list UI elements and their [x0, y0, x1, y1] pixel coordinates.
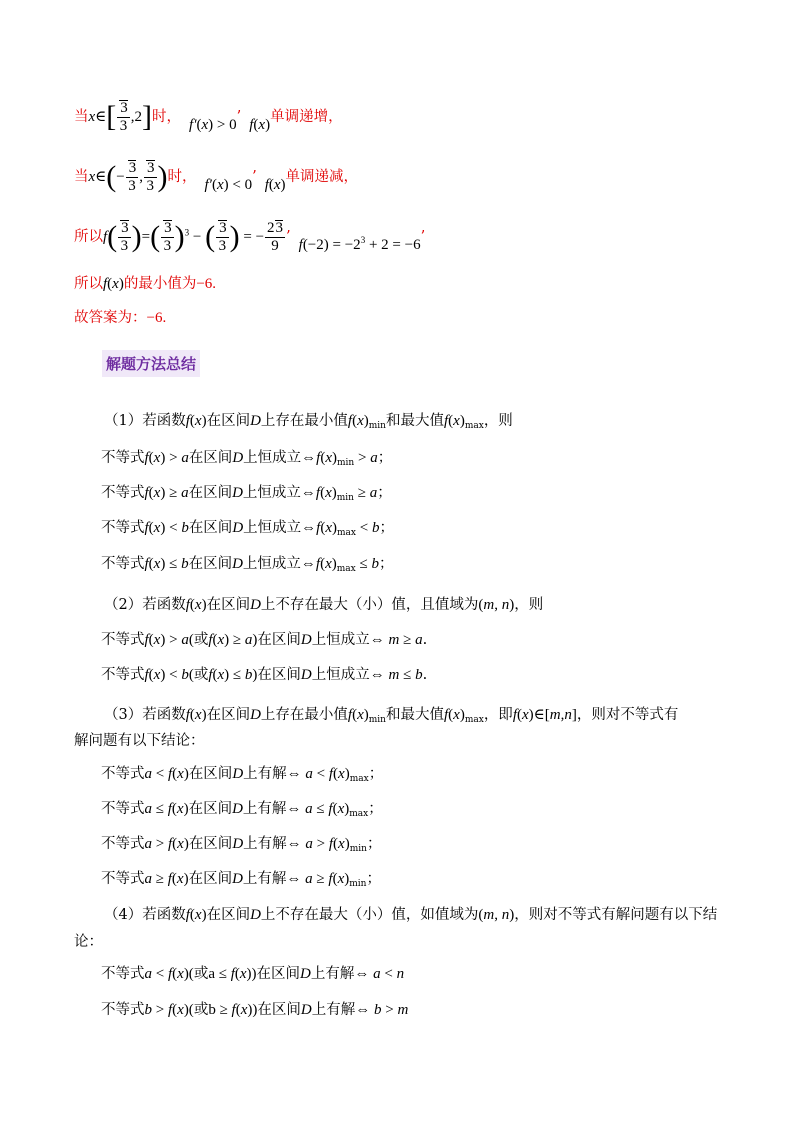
- text: 在区间: [188, 450, 233, 466]
- text: 上恒成立: [242, 485, 301, 501]
- section-heading: 解题方法总结: [102, 350, 200, 377]
- text: ，即: [483, 707, 513, 723]
- text: 的最小值为: [123, 276, 197, 292]
- text: 不等式: [101, 801, 145, 817]
- text: 不等式: [101, 667, 145, 683]
- sec1-row-4: 不等式f(x) ≤ b在区间D上恒成立$\Leftrightarrow f(x)_{max} \le b$；: [101, 556, 394, 574]
- text: 上有解: [243, 836, 287, 852]
- text: 上有解: [242, 801, 287, 817]
- solution-line-3: 所以f( $\frac{3}{3}$ )=( $\frac{3}{3}$ )$^3$ − ( $\frac{3}{3}$ ) = − $\frac{23}{9}$ ’ $f(-2) = -2^3 + 2 = -6$’: [74, 220, 426, 254]
- text: ；: [379, 520, 394, 536]
- text: 当: [74, 169, 89, 186]
- sec4-intro: （4）若函数f(x)在区间D上不存在最大（小）值，如值域为(m, n)，则对不等式有解问题有以下结: [104, 907, 718, 923]
- text: 所以: [74, 229, 103, 246]
- text: 上恒成立: [311, 667, 370, 683]
- solution-line-4: 所以f(x)的最小值为−6.: [74, 276, 217, 292]
- text: （1）若函数: [104, 413, 186, 429]
- text: ；: [378, 556, 394, 572]
- text: 在区间: [188, 836, 233, 852]
- text: ，则: [483, 413, 513, 429]
- sec3-row-1: 不等式a < f(x)在区间D上有解⇔ $a < f(x)_{max}$；: [101, 766, 384, 784]
- text: 上有解: [243, 766, 287, 782]
- sec2-row-2: 不等式f(x) < b(或f(x) ≤ b)在区间D上恒成立⇔ m ≤ b.: [101, 667, 428, 683]
- text: ；: [377, 450, 393, 466]
- text: 上恒成立: [243, 450, 302, 466]
- text: 在区间: [206, 707, 251, 723]
- sec4-row-1: 不等式a < f(x)(或a ≤ f(x))在区间D上有解⇔ a < n: [101, 966, 405, 982]
- sec3-intro: （3）若函数f(x)在区间D上存在最小值$f(x)_{min}$和最大值$f(x)_{max}$，即f(x)∈[m,n]，则对不等式有: [104, 707, 679, 725]
- text: 或: [193, 1002, 209, 1018]
- sec1-row-3: 不等式f(x) < b在区间D上恒成立$\Leftrightarrow f(x)_{max} < b$；: [101, 520, 394, 538]
- text: 在区间: [188, 520, 233, 536]
- text: ；: [368, 766, 384, 782]
- text: 和最大值: [385, 707, 444, 723]
- sec1-intro: （1）若函数f(x)在区间D上存在最小值$f(x)_{min}$和最大值$f(x)_{max}$，则: [104, 413, 513, 431]
- text: 或: [193, 966, 209, 982]
- text: 在区间: [256, 966, 301, 982]
- text: 在区间: [257, 667, 301, 683]
- text: 在区间: [188, 871, 233, 887]
- text: 不等式: [101, 632, 145, 648]
- text: 所以: [74, 276, 103, 292]
- text: .: [422, 667, 428, 683]
- sec3-row-4: 不等式a ≥ f(x)在区间D上有解⇔ $a \ge f(x)_{min}$；: [101, 871, 381, 889]
- text: 上有解: [311, 1002, 356, 1018]
- text: ；: [366, 836, 382, 852]
- text: 不等式: [101, 1002, 145, 1018]
- text: ；: [377, 485, 392, 501]
- text: 上恒成立: [243, 520, 302, 536]
- text: 不等式: [101, 556, 145, 572]
- text: （4）若函数: [104, 907, 186, 923]
- sec2-row-1: 不等式f(x) > a(或f(x) ≥ a)在区间D上恒成立⇔ m ≥ a.: [101, 632, 428, 648]
- text: 不等式: [101, 485, 145, 501]
- text: ，则对不等式有: [576, 707, 679, 723]
- sec2-intro: （2）若函数f(x)在区间D上不存在最大（小）值，且值域为(m, n)，则: [104, 597, 544, 613]
- text: 在区间: [206, 597, 251, 613]
- text: 上不存在最大（小）值，且值域为: [260, 597, 479, 613]
- text: 或: [193, 632, 209, 648]
- text: 在区间: [257, 1002, 301, 1018]
- text: 在区间: [188, 766, 233, 782]
- text: 不等式: [101, 450, 145, 466]
- text: 单调递增，: [270, 109, 343, 126]
- text: ，则: [514, 597, 544, 613]
- text: 上存在最小值: [260, 707, 348, 723]
- text: 在区间: [206, 907, 251, 923]
- text: 在区间: [257, 632, 301, 648]
- sec3-row-2: 不等式a ≤ f(x)在区间D上有解⇔ $a \le f(x)_{max}$；: [101, 801, 383, 819]
- text: .: [422, 632, 428, 648]
- text: ；: [366, 871, 381, 887]
- text: 在区间: [206, 413, 251, 429]
- text: 故答案为：: [74, 310, 147, 326]
- text: 不等式: [101, 871, 145, 887]
- text: ；: [368, 801, 383, 817]
- text: 上存在最小值: [260, 413, 348, 429]
- text: 上恒成立: [311, 632, 370, 648]
- text: 在区间: [188, 801, 233, 817]
- answer-value: −6.: [196, 276, 217, 292]
- text: 时，: [152, 109, 182, 126]
- solution-line-1: 当x∈[ $\frac{3}{3}$ ,2]时， f′(x) > 0’ f(x)单调递增，: [74, 100, 343, 134]
- text: ，则对不等式有解问题有以下结: [514, 907, 718, 923]
- text: （3）若函数: [104, 707, 186, 723]
- text: 和最大值: [385, 413, 444, 429]
- text: 或: [193, 667, 209, 683]
- sec1-row-2: 不等式f(x) ≥ a在区间D上恒成立$\Leftrightarrow f(x)_{min} \ge a$；: [101, 485, 392, 503]
- sec3-intro-cont: 解问题有以下结论：: [74, 733, 205, 749]
- answer-value: −6.: [146, 310, 167, 326]
- text: 在区间: [188, 556, 233, 572]
- text: 不等式: [101, 520, 145, 536]
- text: 上有解: [310, 966, 355, 982]
- text: 时，: [167, 169, 197, 186]
- answer-line: [74, 311, 166, 326]
- sec4-row-2: 不等式b > f(x)(或b ≥ f(x))在区间D上有解⇔ b > m: [101, 1002, 409, 1018]
- solution-line-2: 当x∈(− $\frac{3}{3}$ , $\frac{3}{3}$ )时， f′(x) < 0’ f(x)单调递减，: [74, 160, 359, 194]
- text: 在区间: [188, 485, 233, 501]
- sec4-intro-cont: 论：: [74, 934, 103, 950]
- text: 不等式: [101, 966, 145, 982]
- text: 当: [74, 109, 89, 126]
- text: 单调递减，: [285, 169, 359, 186]
- sec1-row-1: 不等式f(x) > a在区间D上恒成立$\Leftrightarrow f(x)_{min} > a$；: [101, 450, 393, 468]
- text: 上不存在最大（小）值，如值域为: [260, 907, 479, 923]
- text: （2）若函数: [104, 597, 186, 613]
- text: 上有解: [242, 871, 287, 887]
- text: 上恒成立: [242, 556, 301, 572]
- sec3-row-3: 不等式a > f(x)在区间D上有解⇔ $a > f(x)_{min}$；: [101, 836, 382, 854]
- text: 不等式: [101, 766, 145, 782]
- text: 不等式: [101, 836, 145, 852]
